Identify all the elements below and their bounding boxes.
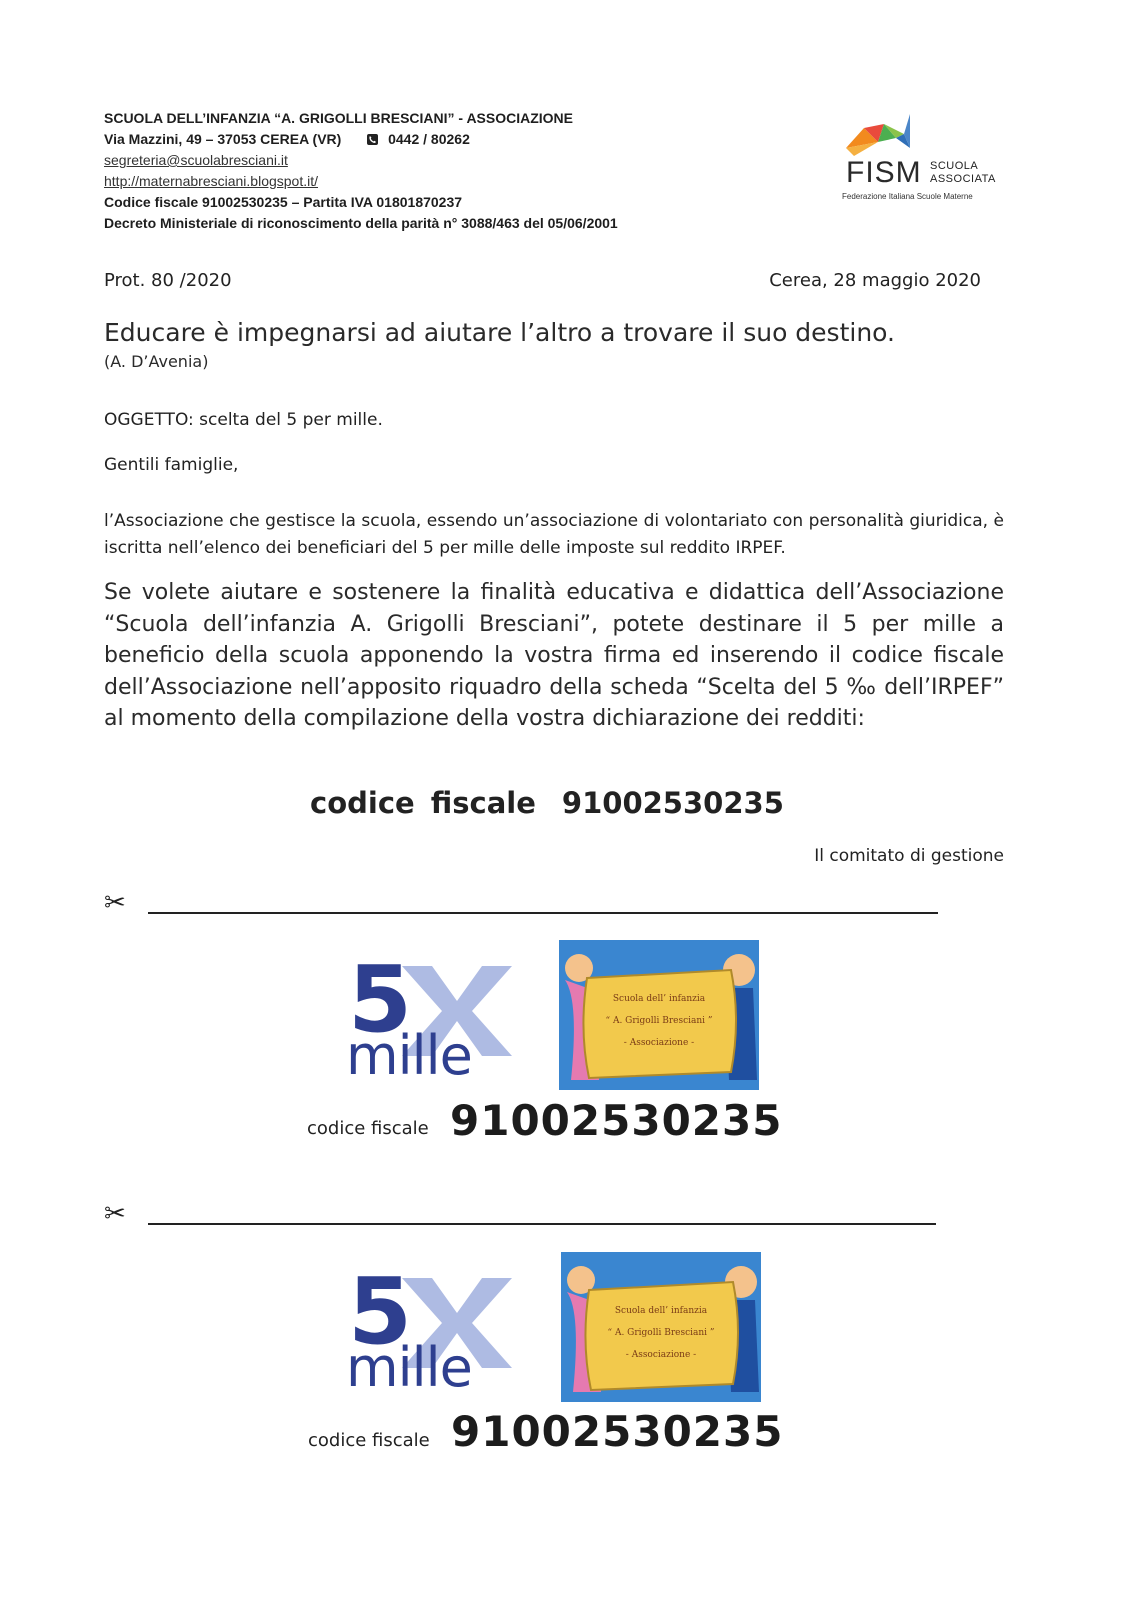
school-decree: Decreto Ministeriale di riconoscimento della parità n° 3088/463 del 05/06/2001 [104, 215, 618, 231]
school-card-text [589, 988, 729, 1054]
greeting: Gentili famiglie, [104, 455, 239, 475]
card-line-3: - Associazione - [623, 1038, 695, 1048]
protocol-number: Prot. 80 /2020 [104, 270, 232, 291]
subject: OGGETTO: scelta del 5 per mille. [104, 410, 383, 430]
coupon-fiscal-number: 91002530235 [450, 1096, 783, 1145]
school-address: Via Mazzini, 49 – 37053 CEREA (VR) [104, 131, 342, 147]
paragraph-2: Se volete aiutare e sostenere la finalità educativa e didattica dell’Associazione “Scuola dell’infanzia A. Grigolli Bresciani”, potete destinare il 5 per mille a beneficio della scuola apponendo la vostra firma ed inserendo il codice fiscale dell’Associazione nell’apposito riquadro della scheda “Scelta del 5 ‰ dell’IRPEF” al momento della compilazione della vostra dichiarazione dei redditi: [104, 580, 1004, 731]
fism-sub2: ASSOCIATA [930, 173, 996, 185]
card-line-2: “ A. Grigolli Bresciani ” [605, 1016, 713, 1026]
school-address-line [104, 129, 618, 150]
coupon-fiscal-number: 91002530235 [451, 1407, 784, 1456]
school-name: SCUOLA DELL’INFANZIA “A. GRIGOLLI BRESCIANI” - ASSOCIAZIONE [104, 110, 574, 126]
card-line-2: “ A. Grigolli Bresciani ” [607, 1328, 715, 1338]
fism-logo [842, 112, 1012, 202]
logo-five: 5 [348, 946, 413, 1053]
fism-mark-icon [844, 112, 924, 162]
scissors-icon: ✂ [104, 888, 126, 918]
card-line-1: Scuola dell’ infanzia [612, 994, 706, 1004]
cut-line [148, 912, 938, 914]
fiscal-code-label: codice fiscale [310, 786, 536, 820]
fiscal-code-number: 91002530235 [561, 786, 784, 820]
letterhead [104, 108, 618, 234]
quote-author: (A. D’Avenia) [104, 352, 209, 371]
school-card-image [561, 1252, 761, 1402]
5x-mille-logo [340, 1258, 520, 1402]
signature: Il comitato di gestione [814, 846, 1004, 866]
coupon-fiscal-label: codice fiscale [307, 1118, 429, 1139]
cut-line [148, 1223, 936, 1225]
school-phone: 0442 / 80262 [388, 131, 470, 147]
school-card-text [591, 1300, 731, 1366]
card-line-1: Scuola dell’ infanzia [614, 1306, 708, 1316]
card-line-3: - Associazione - [625, 1350, 697, 1360]
school-email-link[interactable]: segreteria@scuolabresciani.it [104, 152, 288, 168]
school-website-link[interactable]: http://maternabresciani.blogspot.it/ [104, 173, 319, 189]
logo-mille: mille [346, 1024, 472, 1087]
place-date: Cerea, 28 maggio 2020 [769, 270, 981, 291]
fism-subtitle [930, 160, 996, 186]
school-fiscal-line: Codice fiscale 91002530235 – Partita IVA 01801870237 [104, 194, 463, 210]
quote: Educare è impegnarsi ad aiutare l’altro a trovare il suo destino. [104, 318, 895, 347]
school-card-image [559, 940, 759, 1090]
fism-word: FISM [846, 156, 922, 189]
scissors-icon: ✂ [104, 1199, 126, 1229]
fism-sub1: SCUOLA [930, 160, 979, 172]
fism-federation: Federazione Italiana Scuole Materne [842, 192, 973, 201]
logo-mille: mille [346, 1336, 472, 1399]
phone-icon [367, 134, 378, 145]
paragraph-1: l’Associazione che gestisce la scuola, essendo un’associazione di volontariato con personalità giuridica, è iscritta nell’elenco dei beneficiari del 5 per mille delle imposte sul reddito IRPEF. [104, 511, 1004, 558]
fiscal-code-highlight [310, 786, 784, 820]
logo-five: 5 [348, 1258, 413, 1365]
coupon-fiscal-label: codice fiscale [308, 1430, 430, 1451]
5x-mille-logo [340, 946, 520, 1090]
